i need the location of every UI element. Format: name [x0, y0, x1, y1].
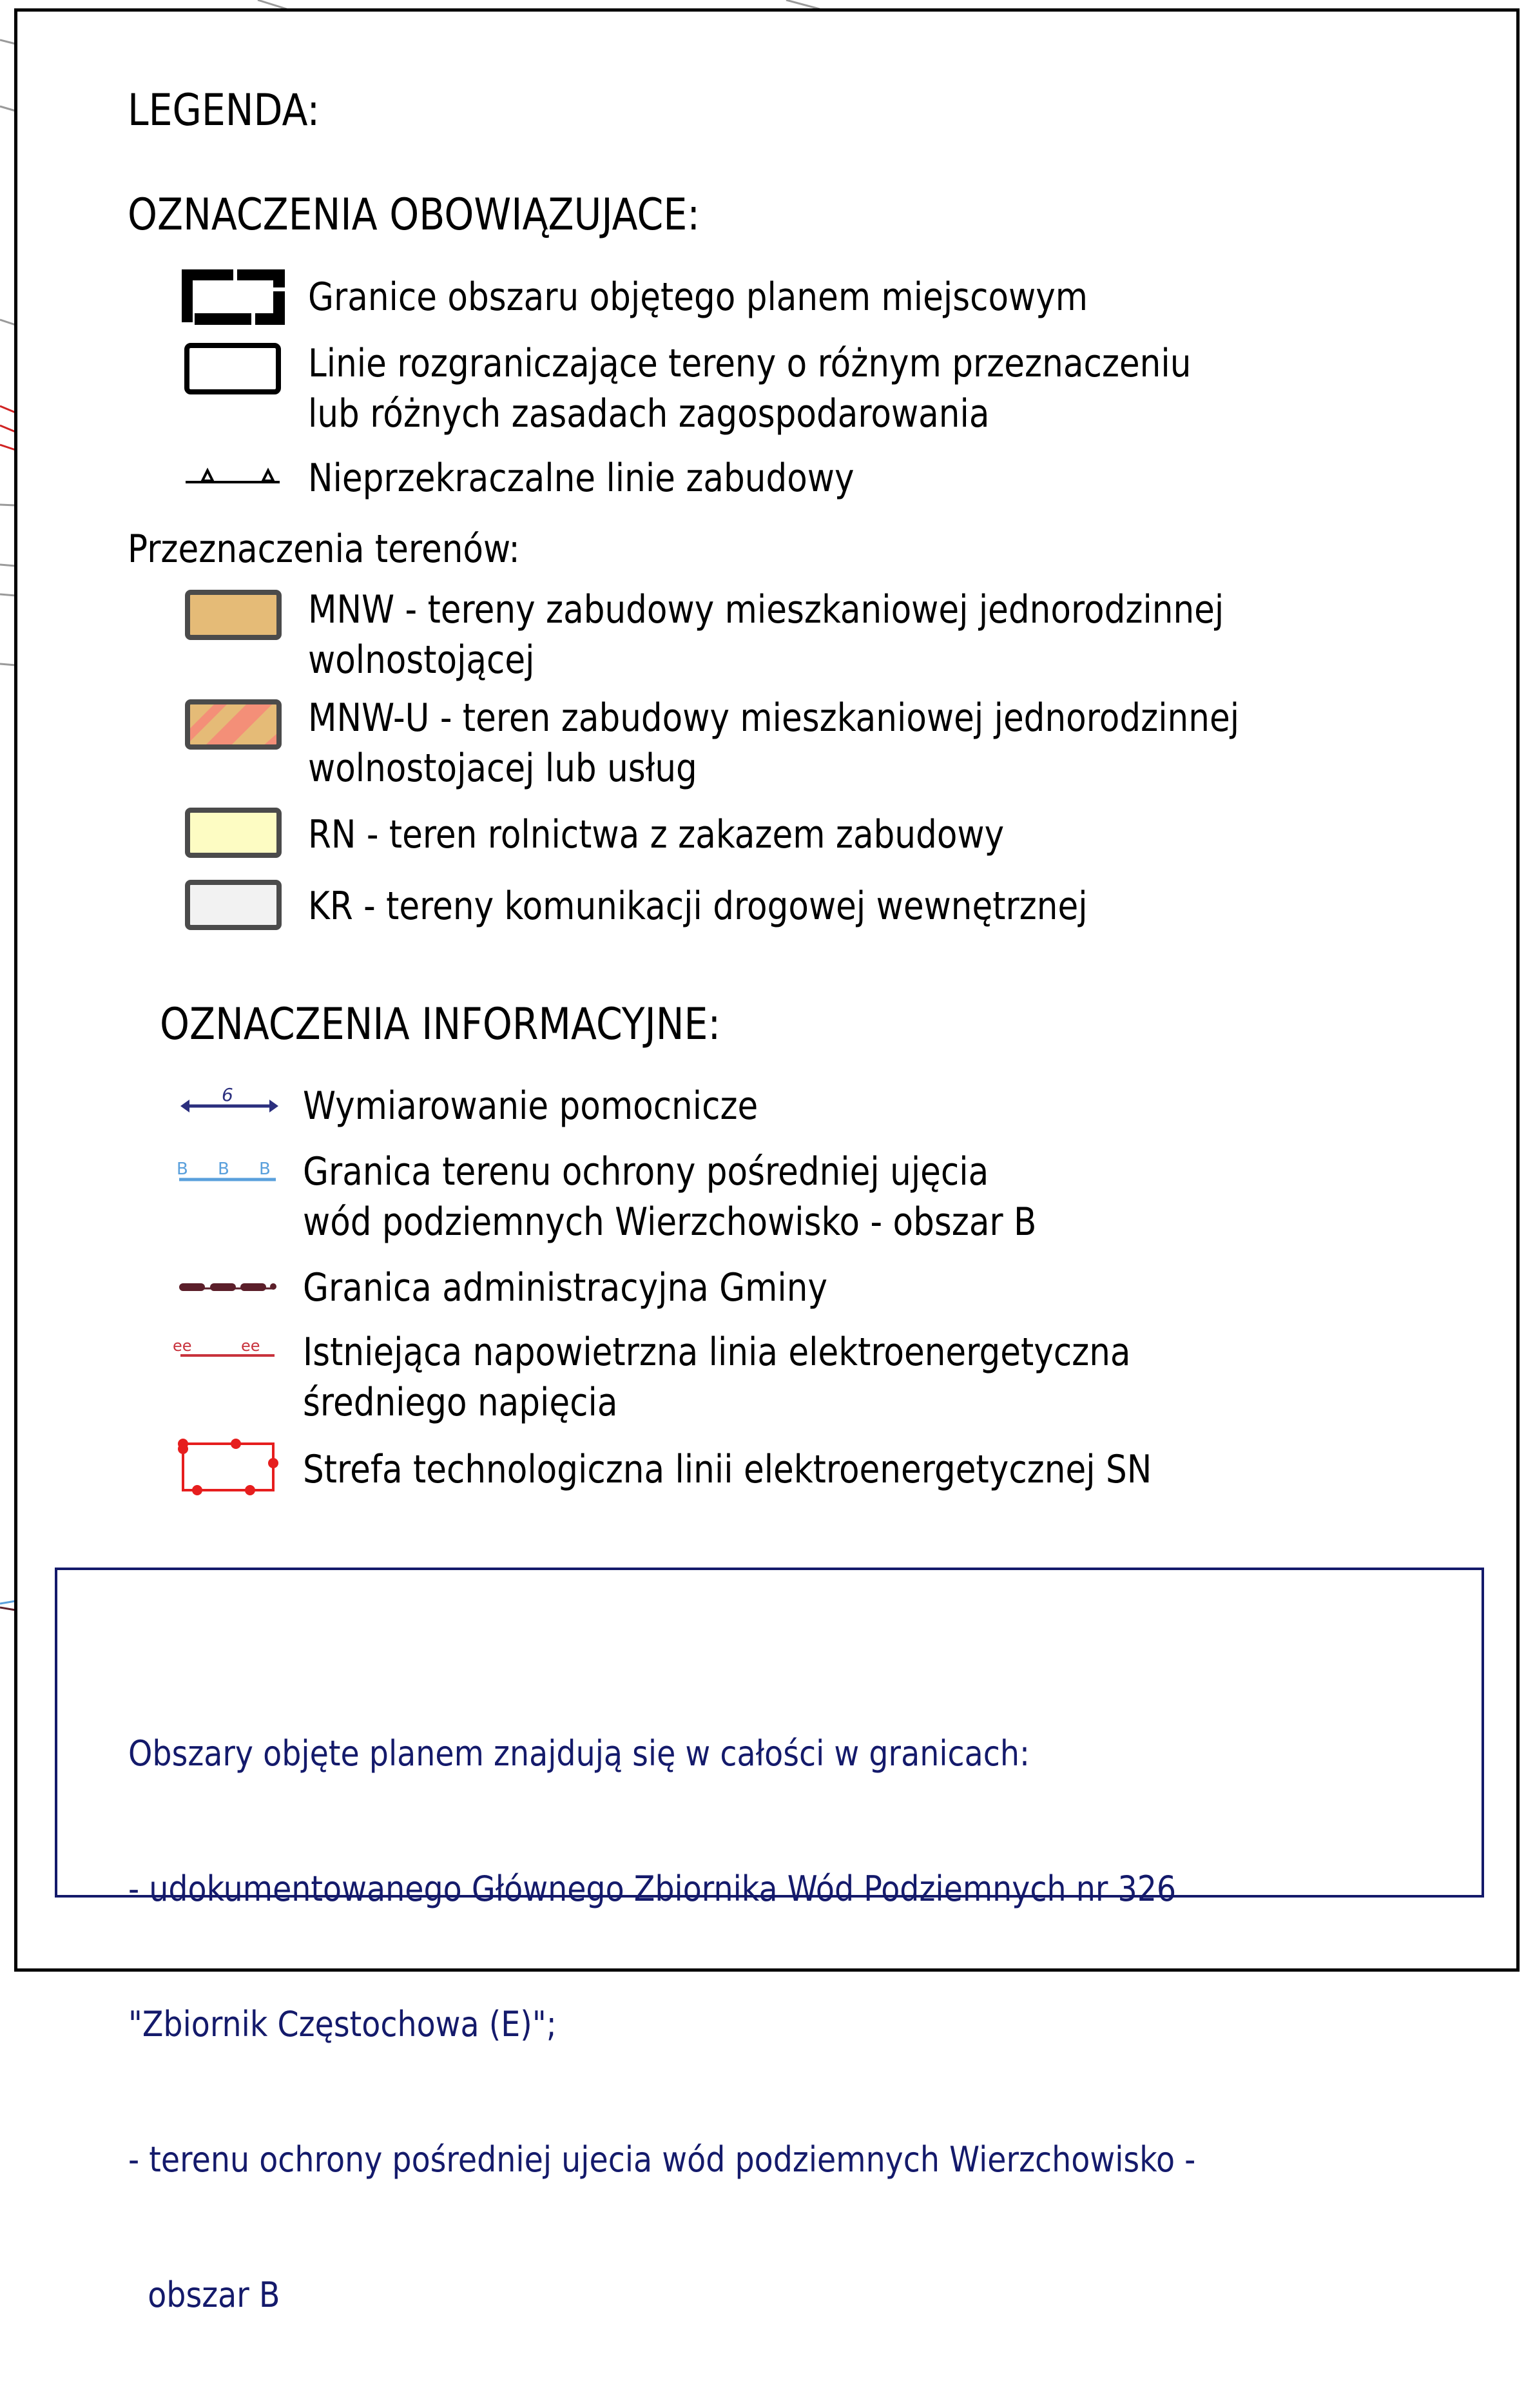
land-use-label: MNW - tereny zabudowy mieszkaniowej jednorodzinnej [308, 587, 1224, 632]
informational-label: Wymiarowanie pomocnicze [303, 1083, 758, 1129]
note-line: - udokumentowanego Głównego Zbiornika Wód Podziemnych nr 326 [128, 1869, 1177, 1909]
note-line: - terenu ochrony pośredniej ujecia wód podziemnych Wierzchowisko - [128, 2139, 1196, 2180]
power-line-icon [171, 1334, 282, 1360]
technology-zone-icon [173, 1437, 284, 1502]
informational-label: Istniejąca napowietrzna linia elektroenergetyczna [303, 1330, 1131, 1375]
svg-text:B: B [218, 1160, 229, 1179]
land-use-label: wolnostojącej [308, 637, 535, 683]
svg-text:B: B [259, 1160, 271, 1179]
informational-label: Granica administracyjna Gminy [303, 1265, 828, 1310]
plan-boundary-icon [180, 266, 286, 327]
legend-title: LEGENDA: [128, 85, 320, 136]
land-use-heading: Przeznaczenia terenów: [128, 527, 520, 572]
demarcation-line-icon [183, 342, 284, 397]
note-line: Obszary objęte planem znajdują się w całości w granicach: [128, 1733, 1030, 1774]
note-line: "Zbiornik Częstochowa (E)"; [128, 2004, 557, 2044]
informational-heading: OZNACZENIA INFORMACYJNE: [160, 999, 721, 1050]
note-text [128, 1641, 1195, 2408]
dimension-arrow-icon [179, 1080, 280, 1119]
svg-text:ee: ee [173, 1337, 192, 1355]
protection-zone-line-icon [175, 1154, 281, 1186]
kr-swatch-icon [184, 879, 282, 931]
land-use-label: wolnostojacej lub usług [308, 746, 697, 791]
building-line-icon [183, 461, 284, 487]
land-use-label: KR - tereny komunikacji drogowej wewnętrznej [308, 884, 1088, 929]
informational-label: średniego napięcia [303, 1380, 618, 1425]
mnw-u-swatch-icon [184, 699, 282, 750]
mandatory-item-label: Nieprzekraczalne linie zabudowy [308, 456, 854, 501]
informational-label: Strefa technologiczna linii elektroenergetycznej SN [303, 1447, 1152, 1492]
mnw-swatch-icon [184, 589, 282, 641]
mandatory-heading: OZNACZENIA OBOWIĄZUJACE: [128, 189, 700, 240]
mandatory-item-label: Linie rozgraniczające tereny o różnym przeznaczeniu [308, 341, 1192, 386]
mandatory-item-label: Granice obszaru objętego planem miejscowym [308, 275, 1088, 320]
land-use-label: MNW-U - teren zabudowy mieszkaniowej jednorodzinnej [308, 695, 1240, 741]
rn-swatch-icon [184, 807, 282, 859]
informational-label: wód podziemnych Wierzchowisko - obszar B [303, 1199, 1037, 1245]
svg-text:ee: ee [241, 1337, 260, 1355]
land-use-label: RN - teren rolnictwa z zakazem zabudowy [308, 812, 1005, 857]
admin-boundary-line-icon [177, 1277, 280, 1297]
svg-text:B: B [177, 1160, 188, 1179]
mandatory-item-label: lub różnych zasadach zagospodarowania [308, 391, 990, 436]
dimension-value: 6 [222, 1084, 233, 1105]
note-box [55, 1568, 1484, 2315]
informational-label: Granica terenu ochrony pośredniej ujęcia [303, 1149, 989, 1194]
note-line: obszar B [128, 2275, 280, 2315]
